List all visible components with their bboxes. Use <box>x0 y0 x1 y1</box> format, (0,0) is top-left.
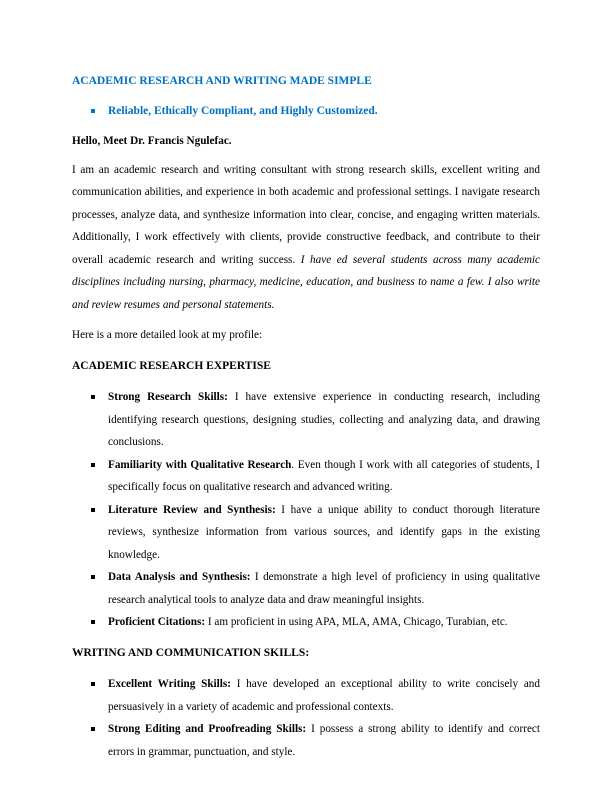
list-item <box>72 454 540 499</box>
list-item <box>72 673 540 718</box>
document-title: ACADEMIC RESEARCH AND WRITING MADE SIMPLE <box>72 75 372 87</box>
item-label: Strong Editing and Proofreading Skills: <box>108 723 307 735</box>
item-text: I have extensive experience in conducting research, including identifying research questions, designing studies, collecting and analyzing data, and drawing conclusions. <box>108 391 540 448</box>
square-bullet-icon <box>91 620 95 624</box>
item-text: I possess a strong ability to identify and correct errors in grammar, punctuation, and style. <box>108 723 540 758</box>
item-text: I demonstrate a high level of proficiency in using qualitative research analytical tools to analyze data and draw meaningful insights. <box>108 571 540 606</box>
square-bullet-icon <box>91 395 95 399</box>
intro-text: I am an academic research and writing consultant with strong research skills, excellent writing and communication abilities, and experience in both academic and professional settings. I navigate research processes, analyze data, and synthesize information into clear, concise, and engaging written materials. Additionally, I work effectively with clients, provide constructive feedback, and contribute to their overall academic research and writing success. <box>72 163 540 266</box>
section-heading-research: ACADEMIC RESEARCH EXPERTISE <box>72 359 271 372</box>
item-label: Proficient Citations: <box>108 616 206 628</box>
item-label: Familiarity with Qualitative Research <box>108 458 292 471</box>
item-text: I am proficient in using APA, MLA, AMA, Chicago, Turabian, etc. <box>205 616 508 628</box>
square-bullet-icon <box>91 727 95 731</box>
lead-in: Here is a more detailed look at my profile: <box>72 329 263 341</box>
item-label: Excellent Writing Skills: <box>108 678 231 690</box>
list-item <box>72 386 540 454</box>
list-item <box>72 718 540 763</box>
item-label: Strong Research Skills: <box>108 391 228 403</box>
greeting: Hello, Meet Dr. Francis Ngulefac. <box>72 135 232 147</box>
item-label: Literature Review and Synthesis: <box>108 503 276 516</box>
research-list <box>72 386 540 634</box>
intro-italic-text: I have ed several students across many academic disciplines including nursing, pharmacy, medicine, education, and business to name a few. I also write and review resumes and personal statements. <box>72 253 540 311</box>
list-item <box>72 611 540 634</box>
square-bullet-icon <box>91 575 95 579</box>
item-text: I have developed an exceptional ability to write concisely and persuasively in a variety of academic and professional contexts. <box>108 678 540 713</box>
square-bullet-icon <box>91 463 95 467</box>
section-heading-writing: WRITING AND COMMUNICATION SKILLS: <box>72 646 310 659</box>
square-bullet-icon <box>91 508 95 512</box>
intro-paragraph <box>72 159 540 317</box>
writing-list <box>72 673 540 763</box>
list-item <box>72 499 540 567</box>
list-item <box>72 566 540 611</box>
tagline <box>72 100 540 123</box>
tagline-text: Reliable, Ethically Compliant, and Highly Customized. <box>108 104 378 117</box>
square-bullet-icon <box>91 682 95 686</box>
item-text: I have a unique ability to conduct thorough literature reviews, synthesize information from various sources, and identify gaps in the existing knowledge. <box>108 503 540 561</box>
square-bullet-icon <box>91 109 95 113</box>
item-text: . Even though I work with all categories of students, I specifically focus on qualitative research and advanced writing. <box>108 458 540 493</box>
item-label: Data Analysis and Synthesis: <box>108 571 251 583</box>
document-page <box>72 70 540 771</box>
